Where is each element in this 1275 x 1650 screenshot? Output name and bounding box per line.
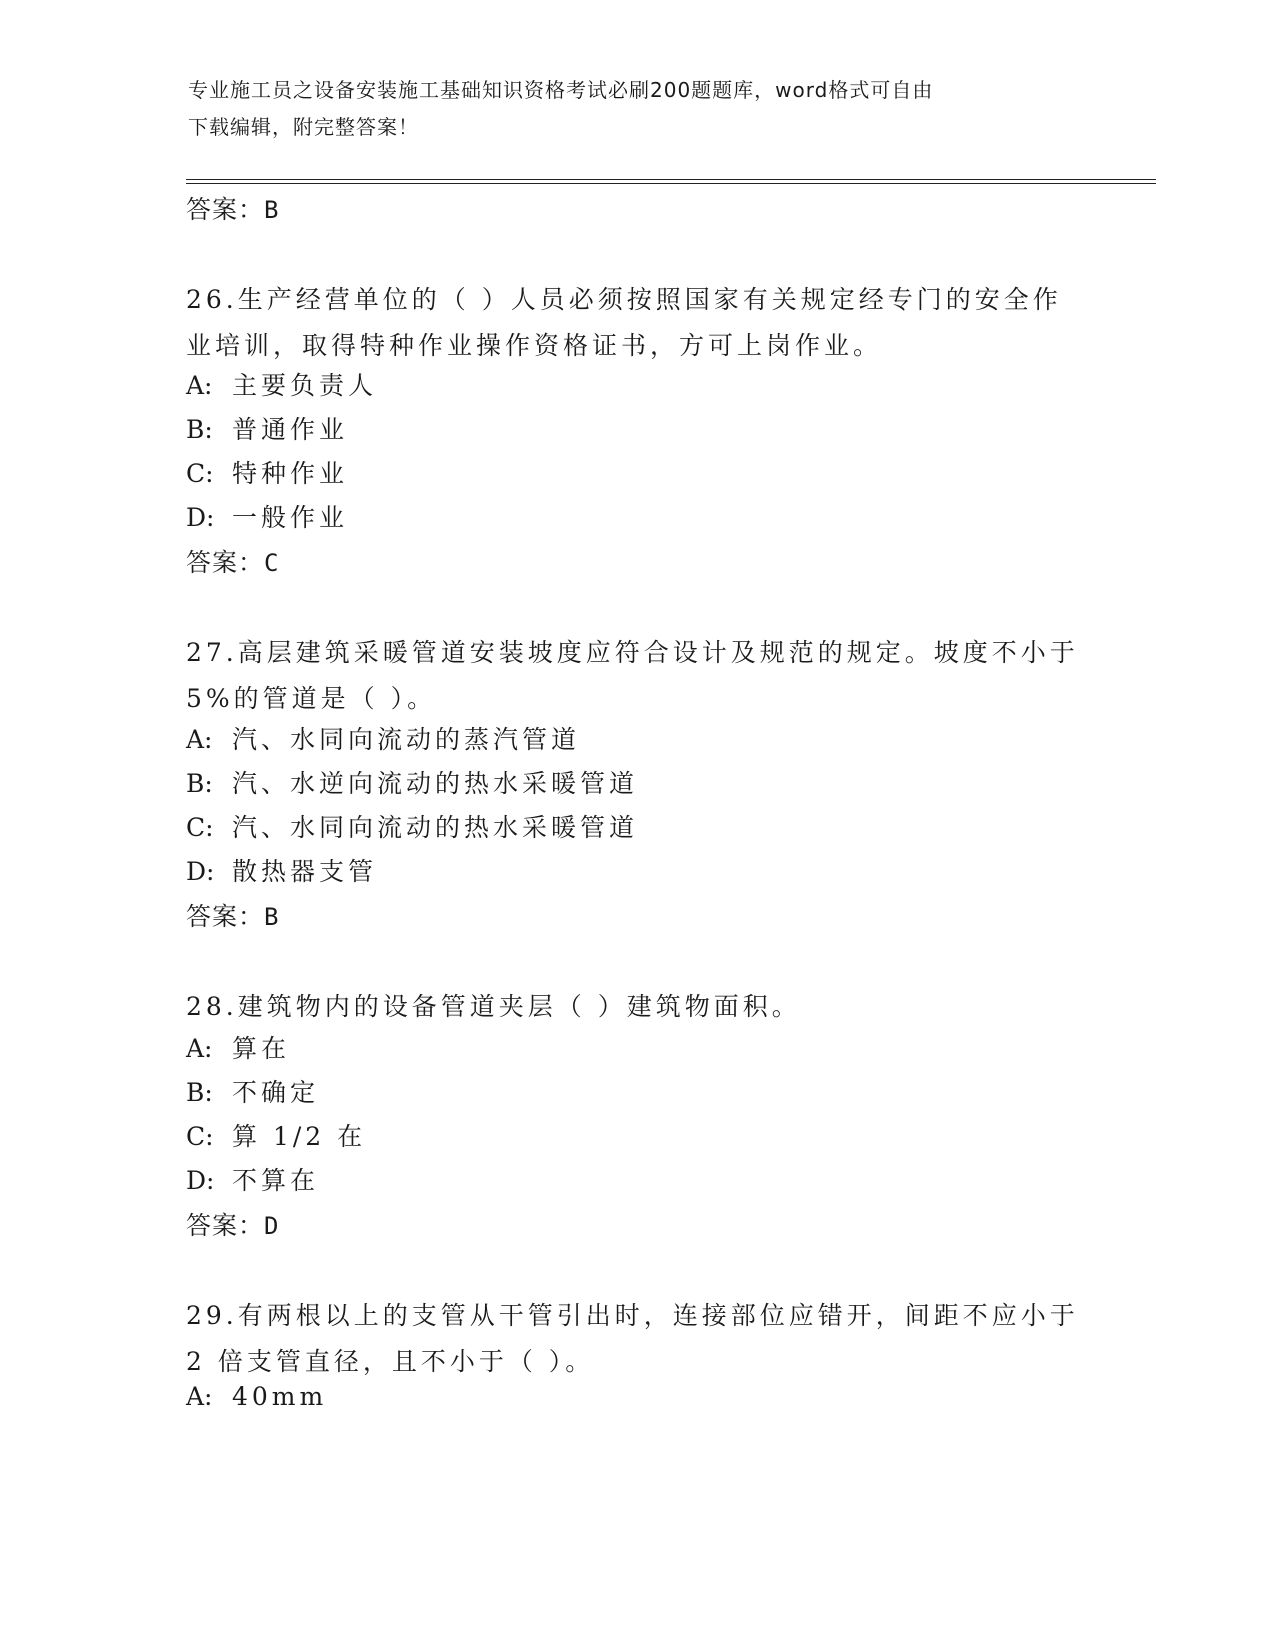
question-text-line-2: 5%的管道是（ ）。 bbox=[186, 684, 437, 713]
header-divider bbox=[186, 179, 1156, 180]
question-28 bbox=[186, 984, 1086, 1030]
option-letter: C: bbox=[186, 1122, 214, 1151]
option-d bbox=[186, 498, 348, 534]
option-letter: B: bbox=[186, 415, 213, 444]
option-letter: A: bbox=[186, 1382, 213, 1411]
option-text: 不确定 bbox=[232, 1078, 320, 1107]
answer-label: 答案： bbox=[186, 1211, 265, 1240]
question-text-line-2: 2 倍支管直径，且不小于（ ）。 bbox=[186, 1347, 595, 1376]
option-text: 特种作业 bbox=[232, 459, 349, 488]
option-a bbox=[186, 1382, 327, 1411]
option-c bbox=[186, 1117, 366, 1153]
question-text-line-2: 业培训，取得特种作业操作资格证书，方可上岗作业。 bbox=[186, 331, 883, 360]
document-header bbox=[188, 72, 1088, 146]
option-letter: C: bbox=[186, 459, 214, 488]
option-a bbox=[186, 720, 580, 756]
answer-line bbox=[186, 190, 279, 226]
question-number: 27. bbox=[186, 638, 238, 667]
option-text: 普通作业 bbox=[232, 415, 349, 444]
question-29 bbox=[186, 1293, 1086, 1385]
question-text-line-1: 建筑物内的设备管道夹层（ ）建筑物面积。 bbox=[237, 992, 801, 1021]
option-text: 汽、水逆向流动的热水采暖管道 bbox=[232, 769, 639, 798]
question-number: 29. bbox=[186, 1301, 238, 1330]
option-b bbox=[186, 1073, 319, 1109]
question-number: 26. bbox=[186, 285, 238, 314]
option-text: 一般作业 bbox=[232, 503, 349, 532]
option-text: 散热器支管 bbox=[232, 857, 378, 886]
option-text: 40mm bbox=[232, 1382, 328, 1411]
question-text-line-1: 高层建筑采暖管道安装坡度应符合设计及规范的规定。坡度不小于 bbox=[237, 638, 1079, 667]
option-letter: A: bbox=[186, 371, 213, 400]
option-letter: D: bbox=[186, 857, 215, 886]
option-text: 汽、水同向流动的蒸汽管道 bbox=[232, 725, 581, 754]
question-text-line-1: 有两根以上的支管从干管引出时，连接部位应错开，间距不应小于 bbox=[237, 1301, 1079, 1330]
header-line-1: 专业施工员之设备安装施工基础知识资格考试必刷200题题库，word格式可自由 bbox=[188, 78, 934, 102]
option-letter: B: bbox=[186, 1078, 213, 1107]
option-b bbox=[186, 764, 638, 800]
question-number: 28. bbox=[186, 992, 238, 1021]
option-letter: A: bbox=[186, 1034, 213, 1063]
option-a bbox=[186, 366, 377, 402]
option-a bbox=[186, 1029, 290, 1065]
answer-label: 答案： bbox=[186, 548, 265, 577]
option-d bbox=[186, 1161, 319, 1197]
option-text: 不算在 bbox=[232, 1166, 320, 1195]
answer-line bbox=[186, 897, 279, 933]
option-letter: B: bbox=[186, 769, 213, 798]
option-text: 主要负责人 bbox=[232, 371, 378, 400]
option-text: 算在 bbox=[232, 1034, 291, 1063]
question-27 bbox=[186, 630, 1086, 722]
answer-label: 答案： bbox=[186, 195, 265, 224]
option-letter: D: bbox=[186, 1166, 215, 1195]
header-divider-secondary bbox=[186, 183, 1156, 184]
answer-label: 答案： bbox=[186, 902, 265, 931]
option-text: 算 1/2 在 bbox=[232, 1122, 367, 1151]
option-letter: A: bbox=[186, 725, 213, 754]
option-c bbox=[186, 454, 348, 490]
answer-value: B bbox=[264, 196, 280, 224]
option-text: 汽、水同向流动的热水采暖管道 bbox=[232, 813, 639, 842]
answer-line bbox=[186, 1206, 279, 1242]
option-letter: D: bbox=[186, 503, 215, 532]
option-b bbox=[186, 410, 348, 446]
answer-value: D bbox=[264, 1212, 280, 1240]
question-text-line-1: 生产经营单位的（ ）人员必须按照国家有关规定经专门的安全作 bbox=[237, 285, 1062, 314]
answer-value: C bbox=[264, 549, 280, 577]
option-letter: C: bbox=[186, 813, 214, 842]
option-d bbox=[186, 852, 377, 888]
answer-line bbox=[186, 543, 279, 579]
option-c bbox=[186, 808, 638, 844]
header-line-2: 下载编辑，附完整答案！ bbox=[188, 115, 419, 139]
question-26 bbox=[186, 277, 1086, 369]
answer-value: B bbox=[264, 903, 280, 931]
